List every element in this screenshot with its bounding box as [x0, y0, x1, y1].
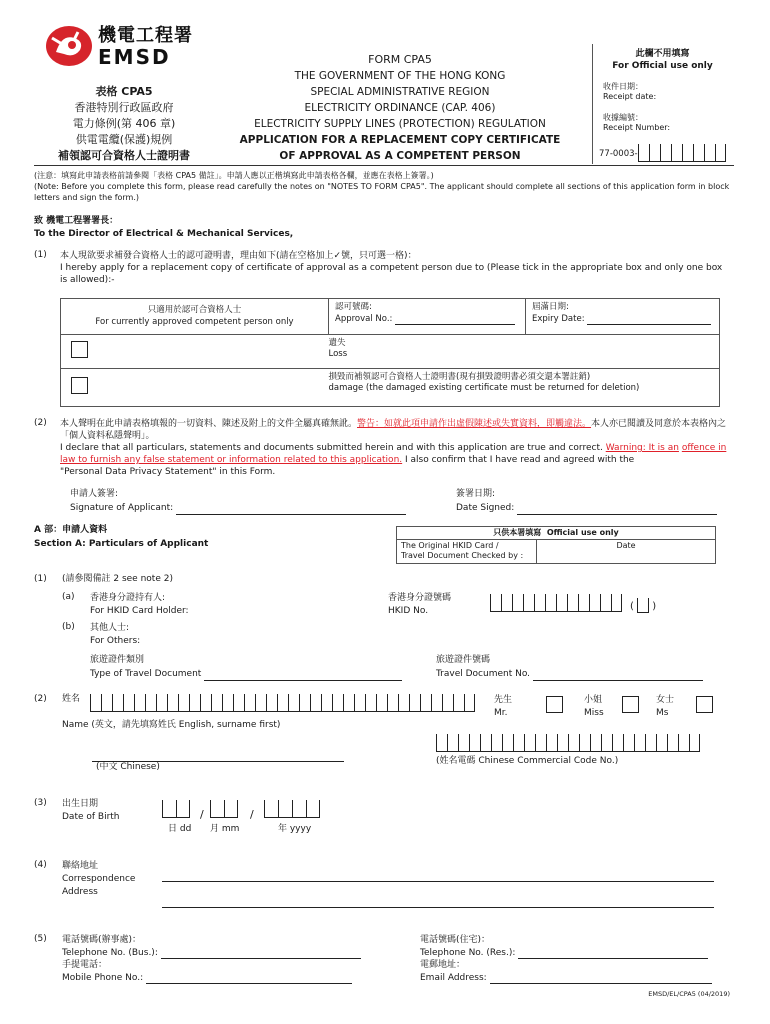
title-miss — [584, 694, 604, 720]
to-director — [34, 215, 293, 241]
dob-en: Date of Birth — [62, 812, 120, 822]
item2-en-warning-1: Warning: It is an — [605, 443, 679, 453]
dob-slash-1: / — [200, 808, 204, 821]
receipt-number-row — [599, 144, 726, 160]
q4-num: (4) — [34, 860, 47, 870]
q2-label: 姓名 — [62, 694, 81, 704]
center-line-2: SPECIAL ADMINISTRATIVE REGION — [310, 86, 490, 98]
loss-en: Loss — [328, 349, 348, 360]
tel-res-cn: 電話號碼(住宅)： — [420, 935, 491, 945]
tel-res-en: Telephone No. (Res.): — [420, 948, 516, 958]
dob-yyyy: 年 yyyy — [278, 824, 312, 834]
receipt-prefix: 77-0003- — [599, 148, 638, 159]
left-line-1: 香港特別行政區政府 — [74, 101, 174, 114]
q5-left — [62, 934, 361, 984]
official-a-row2: Travel Document Checked by : — [401, 551, 524, 561]
item1-cn: 本人現欲要求補發合資格人士的認可證明書，理由如下(請在空格加上✓號，只可選一格)： — [60, 251, 417, 261]
col1-en: For currently approved competent person only — [95, 316, 294, 327]
email-field[interactable] — [490, 971, 712, 984]
item2-en-a: I declare that all particulars, statements and documents submitted herein and with this application are true and correct. — [60, 443, 603, 453]
dob-mm: 月 mm — [210, 824, 240, 834]
item2-en-b: I also confirm that I have read and agreed with the — [405, 455, 635, 465]
item1-text — [60, 250, 730, 286]
left-form-no: 表格 CPA5 — [95, 85, 153, 98]
q5-right — [420, 934, 712, 984]
mr-checkbox[interactable] — [546, 696, 563, 713]
center-bold-1: APPLICATION FOR A REPLACEMENT COPY CERTIFICATE — [239, 134, 561, 146]
reason-table — [60, 298, 720, 407]
receipt-date-cn: 收件日期： — [603, 82, 643, 91]
doc-type-cn: 旅遊證件類別 — [90, 655, 145, 665]
date-signed-field[interactable] — [517, 501, 717, 515]
signature-block — [70, 488, 406, 515]
q1b-cn: 其他人士: — [90, 623, 130, 633]
signature-field[interactable] — [176, 501, 406, 515]
q1-num: (1) — [34, 574, 47, 584]
left-line-2: 電力條例(第 406 章) — [72, 117, 176, 130]
q2-num: (2) — [34, 694, 47, 704]
title-mr — [494, 694, 512, 720]
item2-cn-b: 本人亦已閱讀及同意於本表格內之「個人資料私隱聲明」。 — [60, 419, 727, 441]
dob-month-cells[interactable] — [210, 800, 238, 820]
reason-header-row — [61, 299, 720, 335]
doc-type-block — [90, 654, 402, 681]
official-a-en: Official use only — [546, 528, 619, 537]
ms-checkbox[interactable] — [696, 696, 713, 713]
doc-no-cn: 旅遊證件號碼 — [436, 655, 491, 665]
note — [34, 170, 734, 203]
tel-bus-cn: 電話號碼(辦事處)： — [62, 935, 142, 945]
mobile-field[interactable] — [146, 971, 352, 984]
chinese-name-field[interactable] — [92, 748, 344, 762]
official-a-cn: 只供本署填寫 — [493, 528, 542, 537]
date-signed-block — [456, 488, 717, 515]
address-line-1[interactable] — [162, 868, 714, 882]
hkid-check-digit[interactable]: ( ) — [630, 598, 656, 613]
q1b-text — [90, 622, 140, 648]
q3-num: (3) — [34, 798, 47, 808]
doc-type-en: Type of Travel Document — [90, 669, 202, 679]
email-en: Email Address: — [420, 973, 487, 983]
receipt-no-cn: 收據編號： — [603, 112, 643, 122]
left-line-3: 供電電纜(保護)規例 — [75, 133, 173, 146]
emsd-logo — [44, 24, 194, 68]
mobile-en: Mobile Phone No.: — [62, 973, 144, 983]
damage-en: damage (the damaged existing certificate must be returned for deletion) — [328, 383, 640, 394]
official-a-date: Date — [616, 541, 636, 551]
item1-en: I hereby apply for a replacement copy of certificate of approval as a competent person due to (Please tick in the appropriate box and only one box is allowed):- — [60, 263, 723, 285]
center-line-3: ELECTRICITY ORDINANCE (CAP. 406) — [304, 102, 496, 114]
english-name-cells[interactable] — [90, 694, 475, 714]
note-cn: (注意：填寫此申請表格前請參閱「表格 CPA5 備註」。申請人應以正楷填寫此申請表格各欄，並應在表格上簽署。) — [34, 171, 434, 180]
center-title — [222, 52, 578, 164]
receipt-no-en: Receipt Number: — [603, 123, 671, 133]
hkid-label — [388, 592, 451, 618]
date-en: Date Signed: — [456, 503, 515, 513]
dob-dd: 日 dd — [168, 824, 192, 834]
email-cn: 電郵地址： — [420, 960, 466, 970]
approval-no-field[interactable] — [395, 313, 515, 325]
hkid-cells[interactable] — [490, 594, 622, 612]
item1-num: (1) — [34, 250, 47, 260]
footer-code: EMSD/EL/CPA5 (04/2019) — [648, 990, 730, 998]
section-a-cn: A 部：申請人資料 — [34, 525, 108, 535]
q1a-text — [90, 592, 189, 618]
logo-en: EMSD — [98, 45, 171, 69]
damage-checkbox[interactable] — [71, 377, 88, 394]
note-en: (Note: Before you complete this form, please read carefully the notes on "NOTES TO FORM CPA5". The applicant should complete all sections of this application form in block letters and sign the form.) — [34, 182, 730, 202]
ccc-label: (姓名電碼 Chinese Commercial Code No.) — [436, 756, 619, 766]
ccc-cells[interactable] — [436, 734, 700, 754]
item2-cn-warning: 警告：如就此項申請作出虛假陳述或失實資料，即觸違法。 — [357, 419, 592, 429]
ms-cn: 女士 — [656, 695, 675, 705]
q1b-en: For Others: — [90, 636, 141, 646]
item2-num: (2) — [34, 418, 47, 428]
receipt-date-en: Receipt date: — [603, 92, 657, 102]
name-hint: Name (英文，請先填寫姓氏 English, surname first) — [62, 720, 281, 730]
loss-cn: 遺失 — [328, 338, 346, 348]
addr-en-1: Correspondence — [62, 874, 136, 884]
official-use-box — [592, 44, 732, 164]
item2-text — [60, 418, 730, 478]
col2-en: Approval No.: — [335, 314, 393, 325]
q1a-cn: 香港身分證持有人: — [90, 593, 166, 603]
addr-cn: 聯絡地址 — [62, 861, 99, 871]
item2-cn-a: 本人聲明在此申請表格填報的一切資料、陳述及附上的文件全屬真確無訛。 — [60, 419, 358, 429]
official-title-cn: 此欄不用填寫 — [635, 49, 690, 59]
damage-cn: 損毀而補領認可合資格人士證明書(現有損毀證明書必須交還本署註銷) — [328, 372, 591, 382]
center-bold-2: OF APPROVAL AS A COMPETENT PERSON — [279, 150, 521, 162]
tel-bus-en: Telephone No. (Bus.): — [62, 948, 158, 958]
to-en: To the Director of Electrical & Mechanical Services, — [34, 229, 294, 239]
addr-en-2: Address — [62, 887, 98, 897]
center-form-no: FORM CPA5 — [368, 53, 432, 66]
q1a-en: For HKID Card Holder: — [90, 606, 189, 616]
dob-year-cells[interactable] — [264, 800, 320, 820]
item2-en-warning-2: offence in law to furnish any false statement or information related to this application. — [60, 443, 727, 465]
col3-en: Expiry Date: — [532, 314, 585, 325]
section-a-official-box — [396, 526, 716, 564]
tel-bus-field[interactable] — [161, 946, 361, 959]
hkid-en: HKID No. — [388, 606, 429, 616]
col1-cn: 只適用於認可合資格人士 — [147, 305, 242, 316]
dob-day-cells[interactable] — [162, 800, 190, 820]
center-line-1: THE GOVERNMENT OF THE HONG KONG — [294, 70, 506, 82]
item2-en-c: "Personal Data Privacy Statement" in this Form. — [60, 467, 276, 477]
doc-no-block — [436, 654, 703, 681]
q5-num: (5) — [34, 934, 47, 944]
section-a-title — [34, 523, 208, 551]
logo-cn: 機電工程署 — [98, 25, 193, 46]
doc-no-field[interactable] — [533, 667, 703, 681]
section-a-en: Section A: Particulars of Applicant — [34, 539, 209, 549]
miss-checkbox[interactable] — [622, 696, 639, 713]
official-title-en: For Official use only — [612, 61, 713, 71]
q1a-mark: (a) — [62, 592, 75, 602]
reason-loss-row — [61, 335, 720, 369]
tel-res-field[interactable] — [518, 946, 708, 959]
q3-label — [62, 798, 120, 824]
reason-damage-row — [61, 369, 720, 407]
left-title — [34, 84, 214, 164]
chinese-name-label: (中文 Chinese) — [96, 762, 160, 772]
title-ms — [656, 694, 674, 720]
hkid-cn: 香港身分證號碼 — [388, 593, 452, 603]
emsd-emblem-icon — [44, 24, 94, 68]
sig-cn: 申請人簽署: — [70, 489, 119, 499]
q1-label: (請參閱備註 2 see note 2) — [62, 574, 173, 584]
miss-en: Miss — [584, 708, 604, 718]
ms-en: Ms — [656, 708, 669, 718]
left-bold-line: 補領認可合資格人士證明書 — [58, 149, 190, 162]
doc-no-en: Travel Document No. — [436, 669, 531, 679]
center-line-4: ELECTRICITY SUPPLY LINES (PROTECTION) REGULATION — [254, 118, 546, 130]
q1b-mark: (b) — [62, 622, 75, 632]
mr-cn: 先生 — [494, 695, 513, 705]
col3-cn: 屆滿日期: — [532, 302, 569, 312]
expiry-date-field[interactable] — [587, 313, 711, 325]
mobile-cn: 手提電話： — [62, 960, 108, 970]
date-cn: 簽署日期: — [456, 489, 496, 499]
address-line-2[interactable] — [162, 894, 714, 908]
dob-cn: 出生日期 — [62, 799, 99, 809]
official-a-row1: The Original HKID Card / — [401, 541, 499, 551]
dob-slash-2: / — [250, 808, 254, 821]
miss-cn: 小姐 — [584, 695, 603, 705]
col2-cn: 認可號碼: — [335, 302, 372, 312]
header-rule — [34, 165, 734, 166]
receipt-number-cells[interactable] — [638, 144, 726, 160]
mr-en: Mr. — [494, 708, 508, 718]
sig-en: Signature of Applicant: — [70, 503, 174, 513]
doc-type-field[interactable] — [204, 667, 402, 681]
loss-checkbox[interactable] — [71, 341, 88, 358]
q4-label — [62, 860, 135, 899]
to-cn: 致 機電工程署署長： — [34, 216, 119, 226]
